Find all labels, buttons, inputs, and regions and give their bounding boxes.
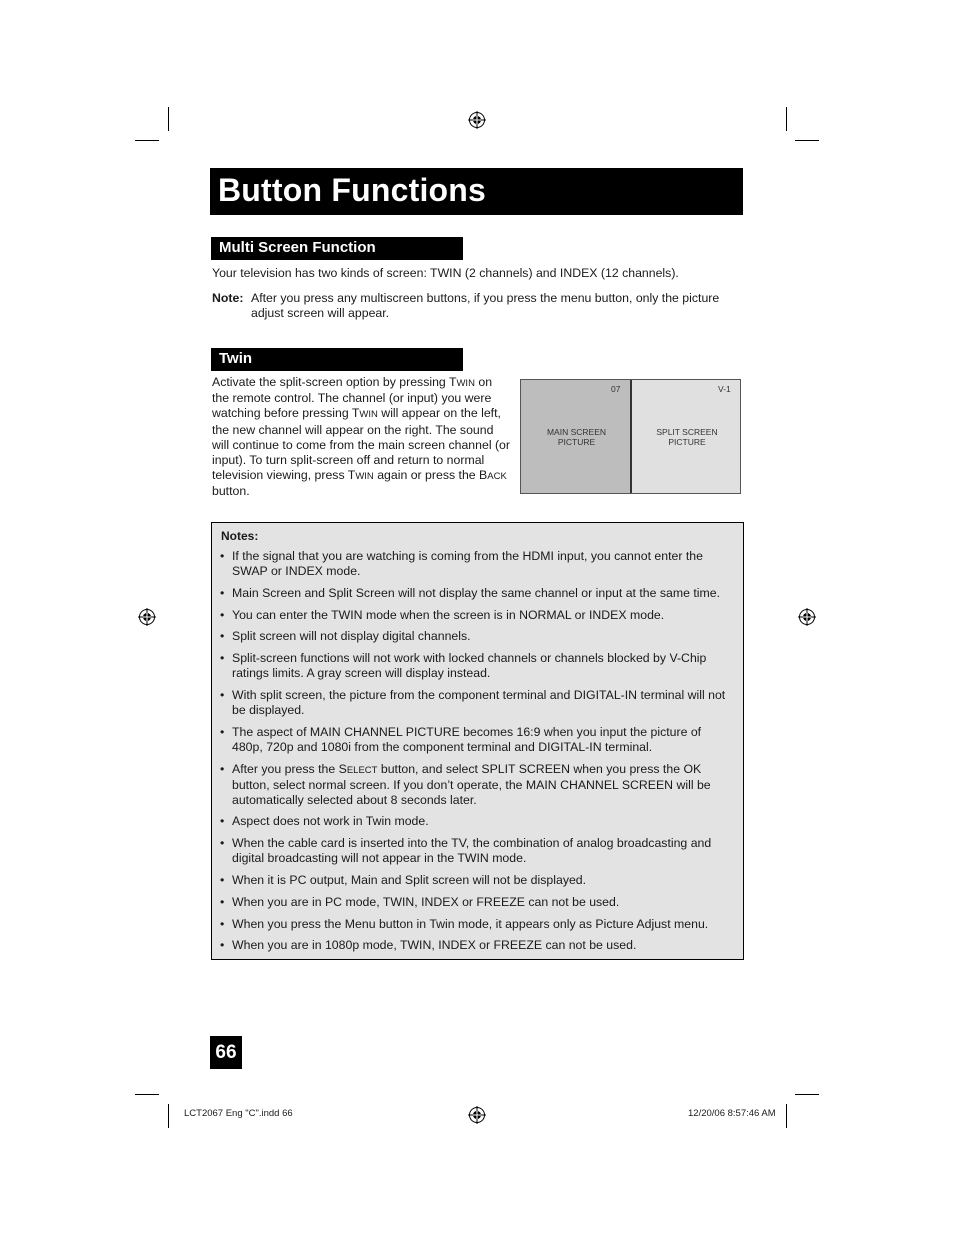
list-item: • Split-screen functions will not work with locked channels or channels blocked by V-Chip ratings limits. A gray screen will display instead. (220, 651, 707, 681)
crop-mark (786, 1104, 787, 1128)
crop-mark (168, 1104, 169, 1128)
split-channel-number: V-1 (718, 384, 731, 394)
list-item: • Split screen will not display digital channels. (220, 629, 471, 644)
registration-mark-icon (798, 608, 816, 626)
list-item: • When you are in PC mode, TWIN, INDEX or FREEZE can not be used. (220, 894, 620, 909)
list-item: • After you press the SELECT button, and select SPLIT SCREEN when you press the OK button, select normal screen. If you don’t operate, the MAIN CHANNEL SCREEN will be automatically selected about 8 seconds later. (220, 761, 711, 807)
footer-timestamp: 12/20/06 8:57:46 AM (688, 1108, 776, 1119)
list-item: • When you press the Menu button in Twin mode, it appears only as Picture Adjust menu. (220, 916, 709, 931)
split-screen-diagram (520, 379, 741, 494)
crop-mark (135, 1094, 159, 1095)
multi-screen-intro: Your television has two kinds of screen: TWIN (2 channels) and INDEX (12 channels). (212, 266, 679, 280)
twin-heading: Twin (219, 350, 253, 367)
multi-screen-heading: Multi Screen Function (219, 239, 376, 256)
list-item: • When you are in 1080p mode, TWIN, INDEX or FREEZE can not be used. (220, 938, 637, 953)
registration-mark-icon (468, 111, 486, 129)
split-screen-label: SPLIT SCREEN PICTURE (656, 427, 718, 447)
crop-mark (795, 140, 819, 141)
list-item: • When the cable card is inserted into the TV, the combination of analog broadcasting and digital broadcasting will not appear in the TWIN mode. (220, 836, 712, 866)
list-item: • When it is PC output, Main and Split screen will not be displayed. (220, 872, 587, 887)
multi-screen-heading-bar (211, 237, 463, 260)
page-number-box (210, 1036, 242, 1069)
main-screen-label: MAIN SCREEN PICTURE (546, 427, 607, 447)
notes-list (212, 549, 743, 960)
twin-description: Activate the split-screen option by pressing TWIN on the remote control. The channel (or input) you were watching before pressing TWIN will appear on the left, the new channel will appear on the right. The sound will continue to come from the main screen channel (or input). To turn split-screen off and return to normal television viewing, press TWIN again or press the BACK button. (212, 375, 510, 499)
notes-heading: Notes: (221, 529, 259, 543)
crop-mark (786, 107, 787, 131)
crop-mark (795, 1094, 819, 1095)
page-title-bar (210, 168, 743, 215)
list-item: • If the signal that you are watching is coming from the HDMI input, you cannot enter the SWAP or INDEX mode. (220, 549, 703, 578)
list-item: • Aspect does not work in Twin mode. (220, 814, 429, 829)
page-title: Button Functions (218, 172, 487, 208)
registration-mark-icon (138, 608, 156, 626)
split-screen-panel (634, 380, 740, 493)
notes-box (211, 522, 744, 960)
footer-file-name: LCT2067 Eng "C".indd 66 (184, 1108, 293, 1119)
twin-heading-bar (211, 348, 463, 371)
list-item: • Main Screen and Split Screen will not display the same channel or input at the same time. (220, 585, 721, 600)
note-label: Note: (212, 291, 244, 305)
registration-mark-icon (468, 1106, 486, 1124)
page-number: 66 (215, 1042, 237, 1063)
note-text: After you press any multiscreen buttons, if you press the menu button, only the picture adjust screen will appear. (251, 291, 720, 320)
list-item: • The aspect of MAIN CHANNEL PICTURE becomes 16:9 when you input the picture of 480p, 720p and 1080i from the component terminal and DIGITAL-IN terminal. (220, 724, 702, 754)
crop-mark (168, 107, 169, 131)
crop-mark (135, 140, 159, 141)
main-screen-panel (521, 380, 632, 493)
list-item: • You can enter the TWIN mode when the screen is in NORMAL or INDEX mode. (220, 607, 665, 622)
main-channel-number: 07 (611, 384, 621, 394)
list-item: • With split screen, the picture from the component terminal and DIGITAL-IN terminal will not be displayed. (220, 687, 726, 717)
